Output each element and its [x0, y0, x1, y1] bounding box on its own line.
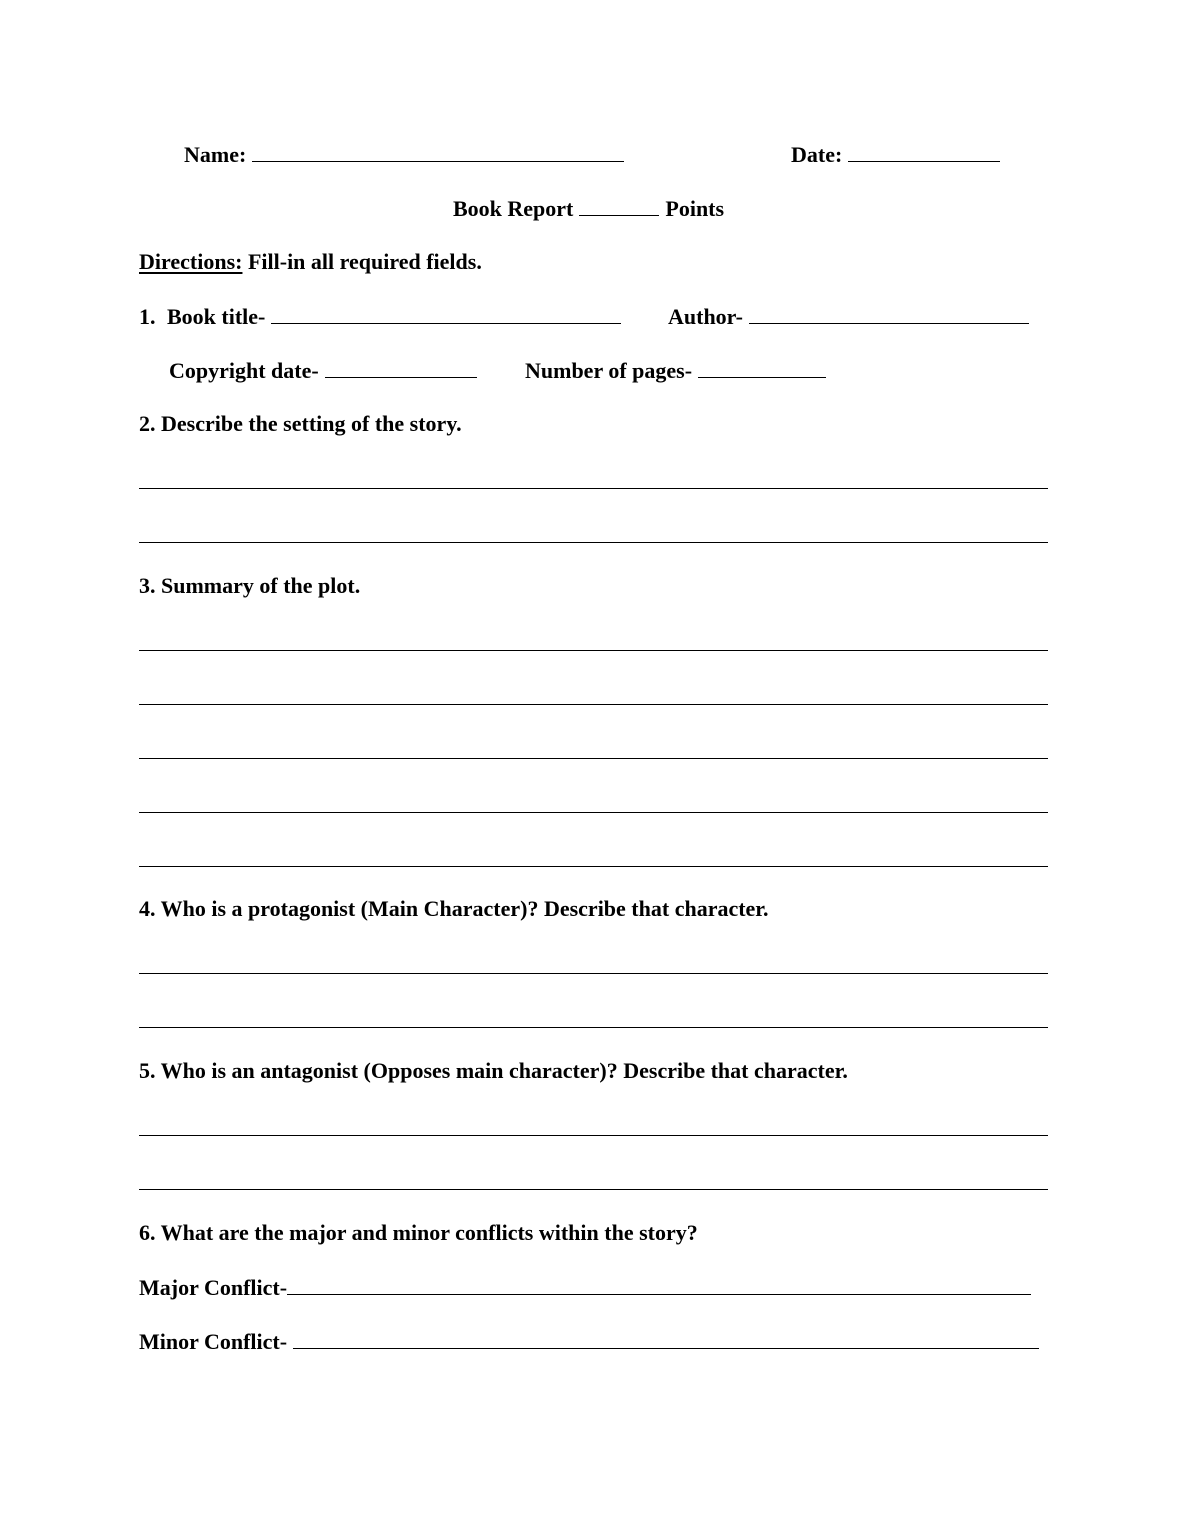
copyright-field[interactable]	[325, 357, 477, 378]
q4-prompt: 4. Who is a protagonist (Main Character)? Describe that character.	[139, 896, 769, 921]
q4-answer-line[interactable]	[139, 1027, 1048, 1028]
q5-prompt: 5. Who is an antagonist (Opposes main character)? Describe that character.	[139, 1058, 848, 1083]
q2-answer-line[interactable]	[139, 488, 1048, 489]
name-row	[184, 141, 624, 168]
major-conflict-row	[139, 1274, 1031, 1301]
pages-label: Number of pages-	[525, 358, 693, 383]
date-row	[791, 141, 1000, 168]
author-field[interactable]	[749, 303, 1029, 324]
book-title-label: Book title-	[167, 304, 266, 329]
author-row	[668, 303, 1029, 330]
directions-label: Directions:	[139, 249, 243, 274]
pages-field[interactable]	[698, 357, 826, 378]
q3-answer-line[interactable]	[139, 704, 1048, 705]
minor-conflict-field[interactable]	[293, 1328, 1039, 1349]
major-conflict-label: Major Conflict-	[139, 1275, 288, 1300]
major-conflict-field[interactable]	[287, 1274, 1031, 1295]
q5-answer-line[interactable]	[139, 1135, 1048, 1136]
copyright-label: Copyright date-	[169, 358, 319, 383]
directions	[139, 249, 482, 275]
points-label: Points	[665, 196, 725, 221]
q1-number: 1.	[139, 304, 156, 329]
copyright-row	[169, 357, 477, 384]
q3-answer-line[interactable]	[139, 866, 1048, 867]
directions-text: Fill-in all required fields.	[247, 249, 482, 274]
q2-answer-line[interactable]	[139, 542, 1048, 543]
pages-row	[525, 357, 826, 384]
q3-answer-line[interactable]	[139, 650, 1048, 651]
minor-conflict-label: Minor Conflict-	[139, 1329, 288, 1354]
minor-conflict-row	[139, 1328, 1039, 1355]
book-title-field[interactable]	[271, 303, 621, 324]
q6-prompt: 6. What are the major and minor conflicts within the story?	[139, 1220, 698, 1245]
date-field[interactable]	[848, 141, 1000, 162]
date-label: Date:	[791, 142, 843, 167]
q3-prompt: 3. Summary of the plot.	[139, 573, 361, 598]
report-title-row	[453, 195, 724, 222]
q5-answer-line[interactable]	[139, 1189, 1048, 1190]
q3-answer-line[interactable]	[139, 812, 1048, 813]
name-label: Name:	[184, 142, 247, 167]
name-field[interactable]	[252, 141, 624, 162]
points-field[interactable]	[579, 195, 659, 216]
book-title-row	[139, 303, 621, 330]
q3-answer-line[interactable]	[139, 758, 1048, 759]
author-label: Author-	[668, 304, 743, 329]
report-title-label: Book Report	[453, 196, 574, 221]
q2-prompt: 2. Describe the setting of the story.	[139, 411, 462, 436]
q4-answer-line[interactable]	[139, 973, 1048, 974]
